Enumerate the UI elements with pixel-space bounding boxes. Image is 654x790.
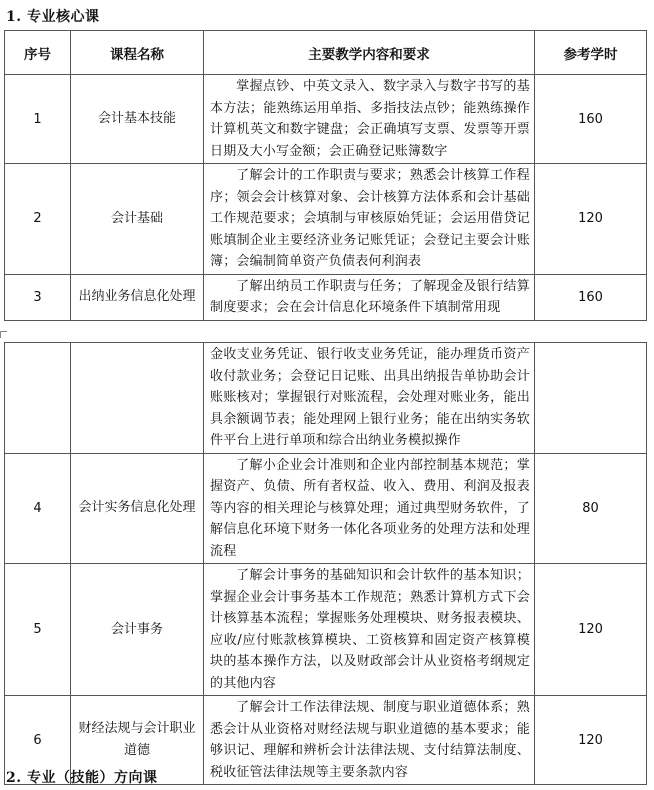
page-break [0,326,654,338]
row-course-name: 会计基本技能 [71,75,204,164]
table-row [5,564,647,696]
header-index: 序号 [5,31,71,75]
table-row [5,274,647,320]
row-index: 3 [5,274,71,320]
table-row [5,75,647,164]
table-row-continuation [5,343,647,454]
row-content: 了解会计工作法律法规、制度与职业道德体系；熟悉会计从业资格对财经法规与职业道德的基本要求；能够识记、理解和辨析会计法律法规、支付结算法制度、税收征管法律法规等主要条款内容 [204,696,535,785]
row-hours: 120 [535,164,647,275]
core-course-table-part-1 [4,30,647,321]
table-row [5,164,647,275]
row-index: 6 [5,696,71,785]
row-course-name: 会计基础 [71,164,204,275]
header-course-name: 课程名称 [71,31,204,75]
row-hours: 120 [535,696,647,785]
section-1-title: 1. 专业核心课 [6,9,100,25]
row-hours: 120 [535,564,647,696]
row-index: 4 [5,453,71,564]
page-break-marker [0,331,7,338]
row-index: 2 [5,164,71,275]
row-course-name: 会计事务 [71,564,204,696]
row-index [5,343,71,454]
row-course-name: 出纳业务信息化处理 [71,274,204,320]
row-content: 了解出纳员工作职责与任务；了解现金及银行结算制度要求；会在会计信息化环境条件下填制常用现 [204,274,535,320]
core-course-table-part-2 [4,342,647,785]
row-index: 1 [5,75,71,164]
header-content: 主要教学内容和要求 [204,31,535,75]
row-course-name [71,343,204,454]
row-content: 金收支业务凭证、银行收支业务凭证，能办理货币资产收付款业务；会登记日记账、出具出纳报告单协助会计账账核对；掌握银行对账流程，会处理对账业务，能出具余额调节表；能处理网上银行业务；能在出纳实务软件平台上进行单项和综合出纳业务模拟操作 [204,343,535,454]
row-hours: 160 [535,274,647,320]
header-hours: 参考学时 [535,31,647,75]
row-course-name: 财经法规与会计职业道德 [71,696,204,785]
row-content: 了解会计的工作职责与要求；熟悉会计核算工作程序；领会会计核算对象、会计核算方法体系和会计基础工作规范要求；会填制与审核原始凭证；会运用借贷记账填制企业主要经济业务记账凭证；会登记主要会计账簿；会编制简单资产负债表何利润表 [204,164,535,275]
row-hours: 160 [535,75,647,164]
row-content: 了解会计事务的基础知识和会计软件的基本知识；掌握企业会计事务基本工作规范；熟悉计算机方式下会计核算基本流程；掌握账务处理模块、财务报表模块、应收/应付账款核算模块、工资核算和固定资产核算模块的基本操作方法，以及财政部会计从业资格考纲规定的其他内容 [204,564,535,696]
row-hours [535,343,647,454]
row-content: 了解小企业会计准则和企业内部控制基本规范；掌握资产、负债、所有者权益、收入、费用、利润及报表等内容的相关理论与核算处理；通过典型财务软件，了解信息化环境下财务一体化各项业务的处理方法和处理流程 [204,453,535,564]
table-row [5,453,647,564]
section-2-title: 2. 专业（技能）方向课 [6,770,158,786]
row-content: 掌握点钞、中英文录入、数字录入与数字书写的基本方法；能熟练运用单指、多指技法点钞；能熟练操作计算机英文和数字键盘；会正确填写支票、发票等开票日期及大小写金额；会正确登记账簿数字 [204,75,535,164]
row-hours: 80 [535,453,647,564]
row-course-name: 会计实务信息化处理 [71,453,204,564]
table-header-row [5,31,647,75]
row-index: 5 [5,564,71,696]
